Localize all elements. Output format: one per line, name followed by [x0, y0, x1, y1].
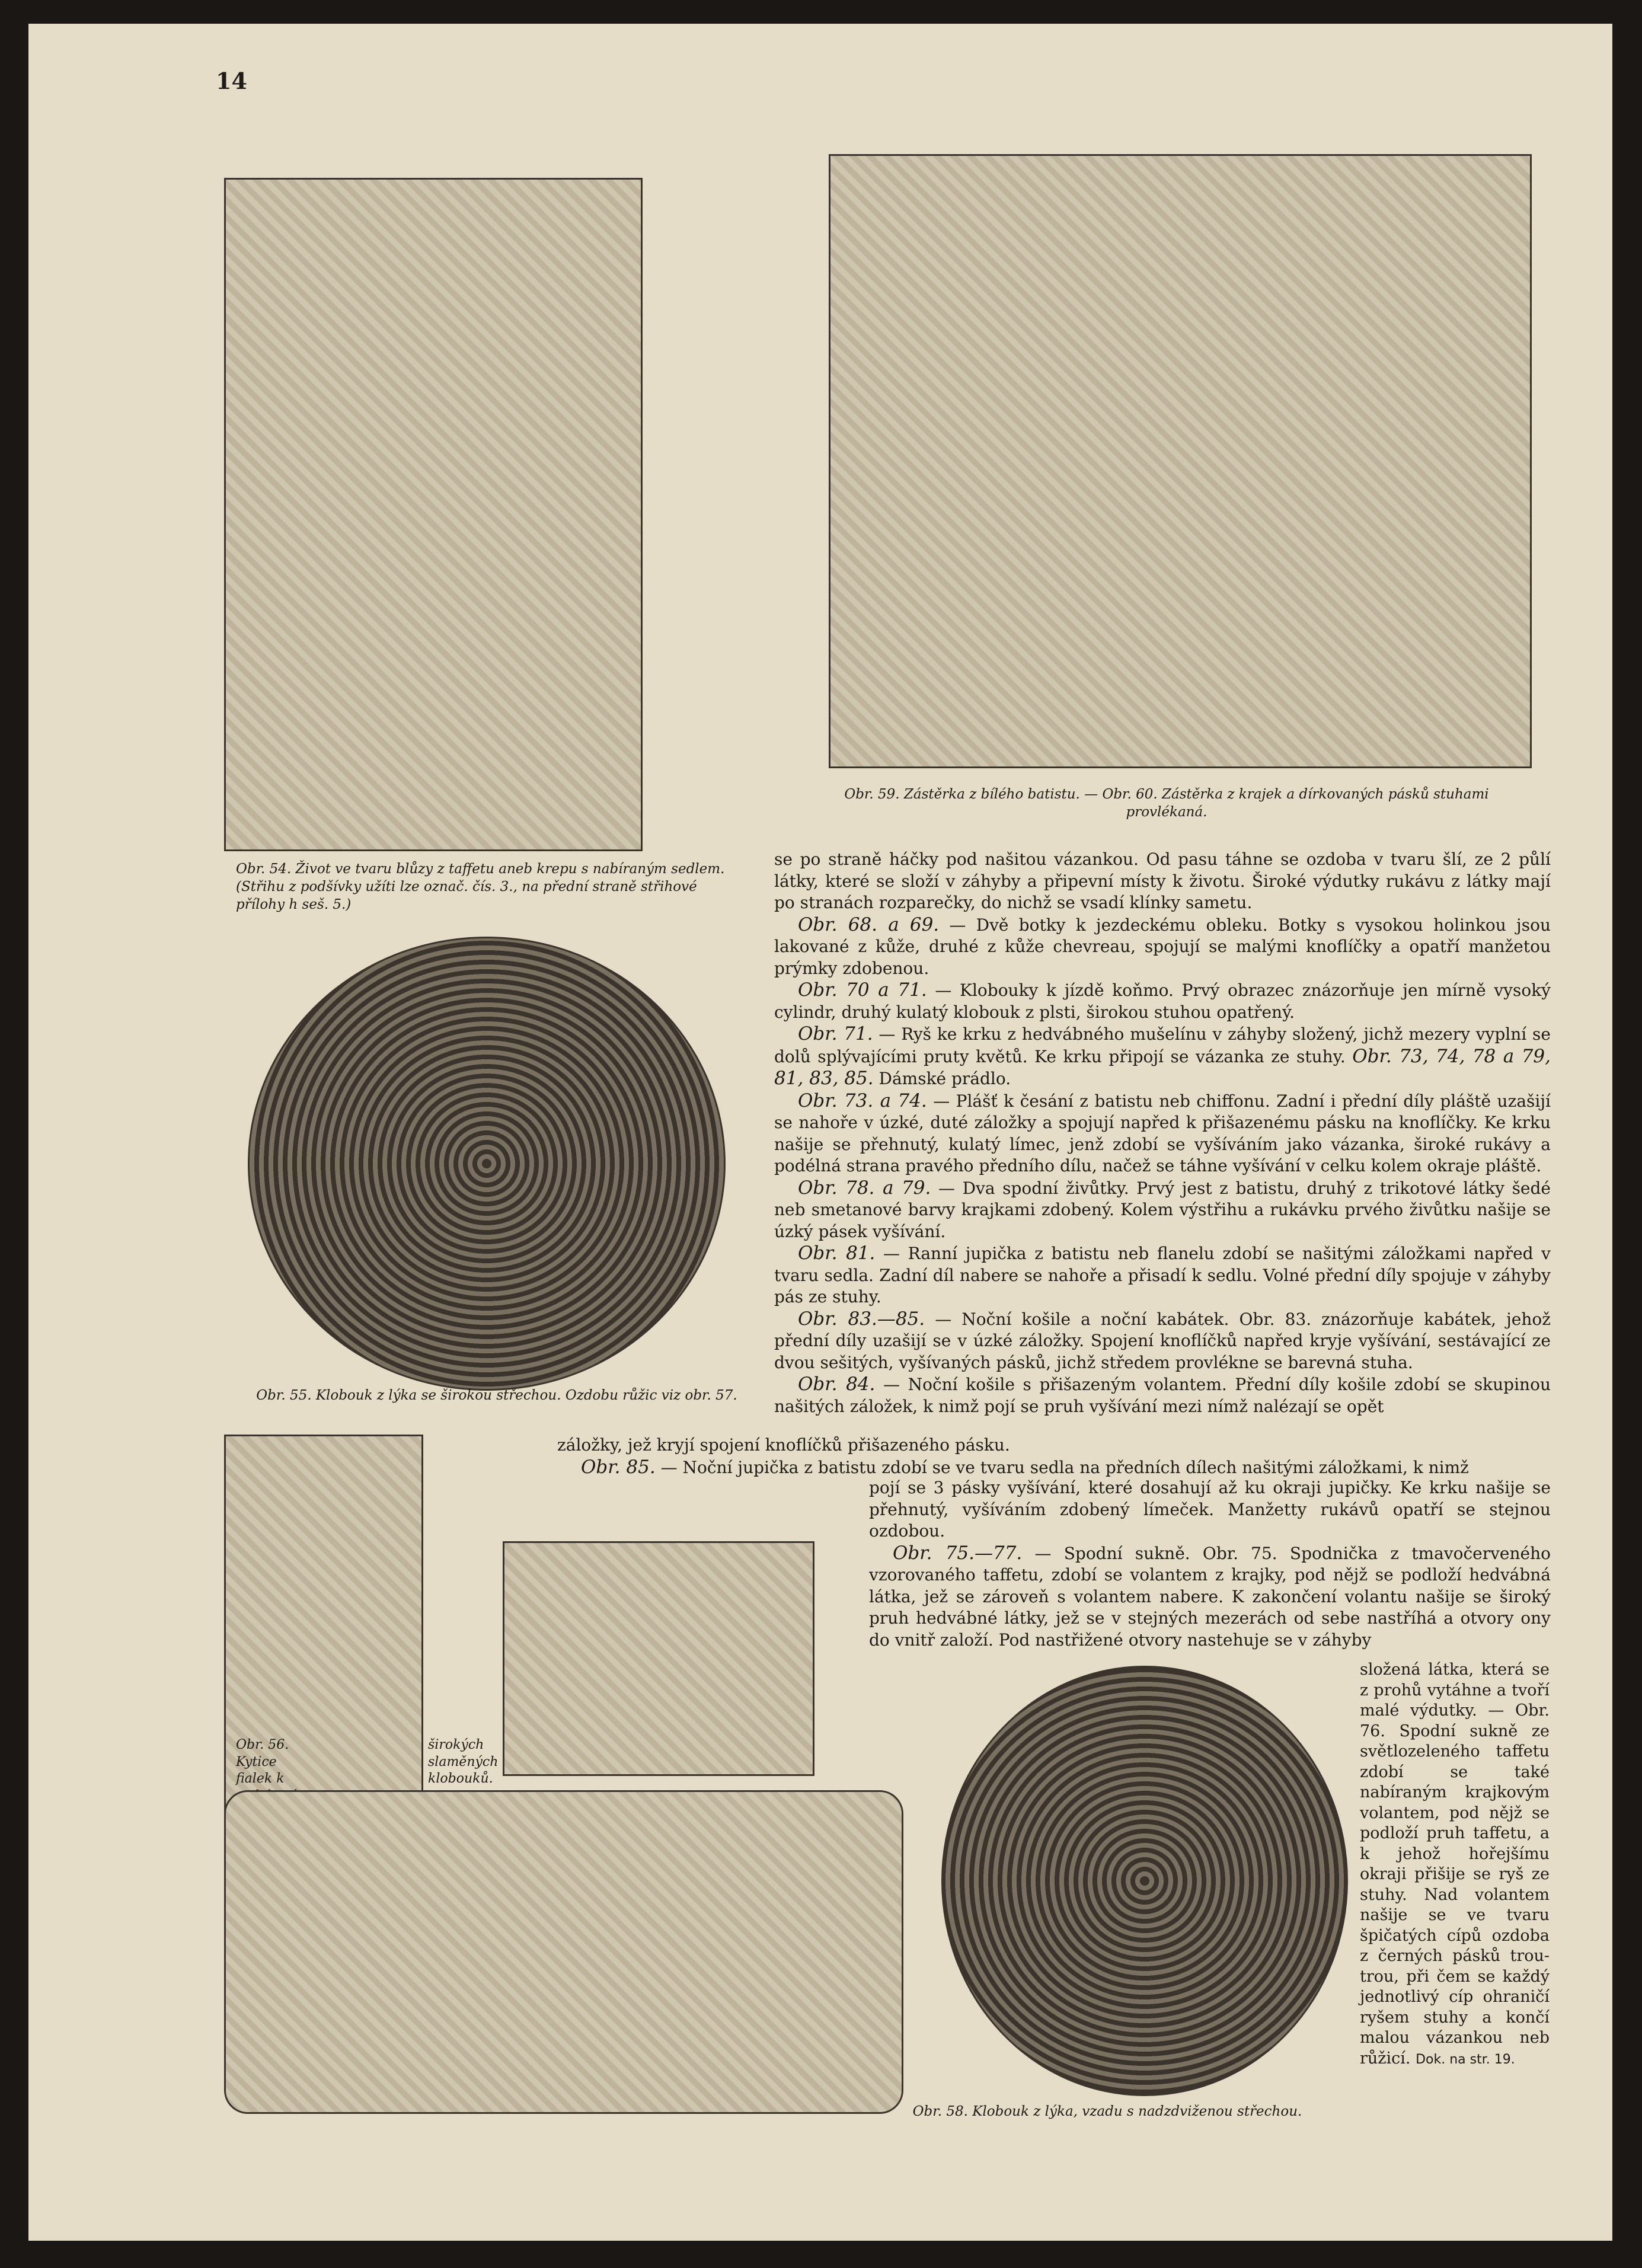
rabbits-illustration — [503, 1541, 814, 1776]
figure-reference: Obr. 84. — [798, 1373, 876, 1395]
paragraph: se po straně háčky pod našitou vázankou. Od pasu táhne se ozdoba v tvaru šlí, ze 2 půlí látky, které se složí v záhyby a připevní místy k životu. Široké výdutky rukávu z látky mají po stranách rozparečky, do nichž se vsadí klínky sametu. — [774, 849, 1551, 912]
article-text-right-column — [774, 849, 1551, 1417]
straw-hat-raised-brim-illustration — [941, 1666, 1348, 2096]
paragraph-text: — Noční košile s přišazeným volantem. Přední díly košile zdobí se skupinou našitých záložek, k nimž pojí se pruh vyšívání mezi nímž nalézají se opět — [774, 1375, 1551, 1416]
magazine-page — [28, 24, 1612, 2241]
figure-reference: Obr. 71. — [798, 1023, 873, 1044]
caption-obr-55: Obr. 55. Klobouk z lýka se širokou střechou. Ozdobu růžic viz obr. 57. — [256, 1388, 737, 1403]
caption-obr-58: Obr. 58. Klobouk z lýka, vzadu s nadzdviženou střechou. — [912, 2104, 1302, 2119]
paragraph — [774, 979, 1551, 1023]
rosette-garland-illustration — [224, 1790, 903, 2114]
article-text-narrow-column — [1360, 1660, 1550, 2070]
caption-obr-54: Obr. 54. Život ve tvaru blůzy z taffetu aneb krepu s nabíraným sedlem. (Střihu z podšívky užíti lze označ. čís. 3., na přední straně střihové přílohy h seš. 5.) — [236, 861, 725, 912]
figure-reference: Obr. 78. a 79. — [798, 1177, 931, 1199]
paragraph: pojí se 3 pásky vyšívání, které dosahují až ku okraji jupičky. Ke krku našije se přehnutý, vyšíváním zdobený límeček. Manžetty rukávů opatří se stejnou ozdobou. — [869, 1478, 1551, 1541]
caption-obr-56-left: Obr. 56. Kytice fialek k — [236, 1737, 289, 1787]
paragraph-text: složená látka, která se z prohů vytáhne a tvoří malé výdutky. — Obr. 76. Spodní sukně ze světlozeleného taffetu zdobí se také nabíraným krajkovým volantem, pod nějž se podloží pruh taffetu, a k jehož hořejšímu okraji přišije se ryš ze stuhy. Nad volantem našije se ve tvaru špičatých cípů ozdoba z černých pásků trou-trou, při čem se každý jednotlivý cíp ohraničí ryšem stuhy a končí malou vázankou neb růžicí. — [1360, 1660, 1550, 2068]
paragraph-text: — Klobouky k jízdě koňmo. Prvý obrazec znázorňuje jen mírně vysoký cylindr, druhý kulatý klobouk z plsti, širokou stuhou opatřený. — [774, 980, 1551, 1022]
paragraph-text: — Ranní jupička z batistu neb flanelu zdobí se našitými záložkami napřed v tvaru sedla. Zadní díl nabere se nahoře a přisadí k sedlu. Volné přední díly spojuje v záhyby pás ze stuhy. — [774, 1244, 1551, 1307]
paragraph-text: Dámské prádlo. — [873, 1069, 1011, 1088]
figure-reference: Obr. 85. — [581, 1456, 656, 1478]
paragraph — [774, 1373, 1551, 1417]
figure-reference: Obr. 73, 74, 78 a 79, 81, 83, 85. — [774, 1045, 1551, 1089]
figure-reference: Obr. 68. a 69. — [798, 913, 940, 935]
paragraph-text: — Noční košile a noční kabátek. Obr. 83. znázorňuje kabátek, jehož přední díly uzašijí se v úzké záložky. Spojení knoflíčků napřed kryje vyšívání, sestávající ze dvou sešitých, vyšívaných pásků, jichž středem provlékne se barevná stuha. — [774, 1309, 1551, 1372]
paragraph — [774, 914, 1551, 980]
paragraph-text: — Dvě botky k jezdeckému obleku. Botky s vysokou holinkou jsou lakované z kůže, druhé z kůže chevreau, spojují se malými knoflíčky a opatří manžetou prýmky zdobenou. — [774, 915, 1551, 978]
continued-note: Dok. na str. 19. — [1416, 2052, 1515, 2067]
paragraph-text: — Noční jupička z batistu zdobí se ve tvaru sedla na předních dílech našitými záložkami, k nimž — [655, 1457, 1469, 1477]
paragraph-text: — Plášť k česání z batistu neb chiffonu. Zadní i přední díly pláště uzašijí se nahoře v úzké, duté záložky a spojují napřed k přišazenému pásku na knoflíčky. Ke krku našije se přehnutý, kulatý límec, jenž zdobí se vyšíváním jako vázanka, široké rukávy a podélná strana pravého předního dílu, načež se táhne vyšívání v celku kolem okraje pláště. — [774, 1091, 1551, 1175]
caption-obr-56-right: širokých slaměných klobouků. — [428, 1737, 499, 1787]
paragraph — [774, 1023, 1551, 1090]
page-number: 14 — [216, 68, 247, 94]
paragraph-text: — Dva spodní živůtky. Prvý jest z batistu, druhý z trikotové látky šedé neb smetanové barvy krajkami zdobený. Kolem výstřihu a rukávku prvého živůtku našije se úzký pásek vyšívání. — [774, 1178, 1551, 1241]
paragraph — [774, 1090, 1551, 1177]
paragraph — [557, 1456, 1551, 1479]
article-text-middle-column — [869, 1477, 1551, 1651]
fashion-bodice-illustration — [224, 178, 643, 851]
paragraph — [869, 1542, 1551, 1652]
article-text-wide-continuation — [557, 1435, 1551, 1478]
figure-reference: Obr. 75.—77. — [893, 1542, 1023, 1564]
paragraph — [774, 1242, 1551, 1308]
figure-reference: Obr. 81. — [798, 1242, 876, 1264]
paragraph-text: — Spodní sukně. Obr. 75. Spodnička z tmavočerveného vzorovaného taffetu, zdobí se volantem z krajky, pod nějž se podloží hedvábná látka, jež se zároveň s volantem nabere. K zakončení volantu našije se široký pruh hedvábné látky, jež se v stejných mezerách od sebe nastříhá a otvory ony do vnitř založí. Pod nastřižené otvory nastehuje se v záhyby — [869, 1543, 1551, 1650]
caption-obr-59-60: Obr. 59. Zástěrka z bílého batistu. — Obr. 60. Zástěrka z krajek a dírkovaných pásků stuhami provlékaná. — [844, 787, 1489, 820]
figure-reference: Obr. 70 a 71. — [798, 979, 927, 1001]
figure-reference: Obr. 73. a 74. — [798, 1090, 927, 1111]
paragraph: záložky, jež kryjí spojení knoflíčků přišazeného pásku. — [557, 1435, 1010, 1455]
paragraph-text: — Ryš ke krku z hedvábného mušelínu v záhyby složený, jichž mezery vyplní se dolů splývajícími pruty květů. Ke krku připojí se vázanka ze stuhy. — [774, 1024, 1551, 1066]
apron-illustration — [829, 154, 1532, 768]
paragraph — [774, 1308, 1551, 1374]
paragraph — [774, 1177, 1551, 1243]
figure-reference: Obr. 83.—85. — [798, 1308, 925, 1330]
straw-hat-illustration — [248, 937, 726, 1391]
